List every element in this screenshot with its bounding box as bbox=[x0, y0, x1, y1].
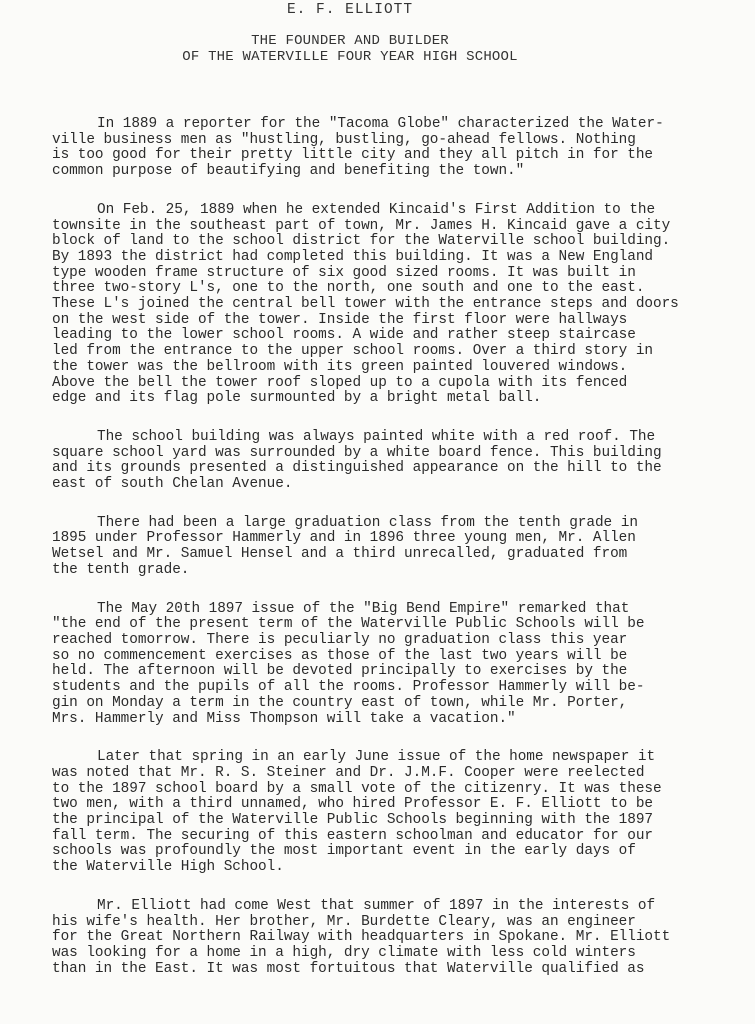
document-title-line-1: THE FOUNDER AND BUILDER bbox=[251, 33, 449, 49]
paragraph-line: the tenth grade. bbox=[52, 561, 190, 578]
paragraph-line: By 1893 the district had completed this building. It was a New England bbox=[52, 248, 654, 265]
paragraph-line: Mrs. Hammerly and Miss Thompson will take a vacation." bbox=[52, 710, 516, 727]
paragraph-line: is too good for their pretty little city and they all pitch in for the bbox=[52, 147, 654, 164]
paragraph-line: on the west side of the tower. Inside the first floor were hallways bbox=[52, 311, 628, 328]
document-body bbox=[52, 117, 707, 1000]
paragraph-line: The school building was always painted white with a red roof. The bbox=[97, 428, 656, 445]
paragraph-line: common purpose of beautifying and benefiting the town." bbox=[52, 163, 525, 180]
paragraph-line: led from the entrance to the upper school rooms. Over a third story in bbox=[52, 343, 654, 360]
paragraph-line: ville business men as "hustling, bustling, go-ahead fellows. Nothing bbox=[52, 131, 636, 148]
paragraph-line: These L's joined the central bell tower with the entrance steps and doors bbox=[52, 296, 679, 313]
paragraph-line: 1895 under Professor Hammerly and in 1896 three young men, Mr. Allen bbox=[52, 530, 636, 547]
paragraph-line: for the Great Northern Railway with headquarters in Spokane. Mr. Elliott bbox=[52, 929, 671, 946]
paragraph-line: leading to the lower school rooms. A wide and rather steep staircase bbox=[52, 327, 636, 344]
paragraph-line: than in the East. It was most fortuitous that Waterville qualified as bbox=[52, 960, 645, 977]
paragraph bbox=[52, 516, 707, 579]
paragraph-line: and its grounds presented a distinguished appearance on the hill to the bbox=[52, 460, 662, 477]
paragraph-line: the principal of the Waterville Public Schools beginning with the 1897 bbox=[52, 812, 654, 829]
author-name-heading: E. F. ELLIOTT bbox=[286, 2, 414, 18]
paragraph-line: type wooden frame structure of six good sized rooms. It was built in bbox=[52, 264, 636, 281]
paragraph-line: edge and its flag pole surmounted by a bright metal ball. bbox=[52, 390, 542, 407]
paragraph-line: block of land to the school district for the Waterville school building. bbox=[52, 233, 671, 250]
paragraph bbox=[52, 117, 707, 180]
paragraph-line: Later that spring in an early June issue of the home newspaper it bbox=[97, 749, 656, 766]
paragraph-line: gin on Monday a term in the country east of town, while Mr. Porter, bbox=[52, 694, 628, 711]
paragraph-line: east of south Chelan Avenue. bbox=[52, 476, 293, 493]
paragraph-line: reached tomorrow. There is peculiarly no graduation class this year bbox=[52, 631, 628, 648]
paragraph-line: students and the pupils of all the rooms. Professor Hammerly will be- bbox=[52, 679, 645, 696]
paragraph-line: There had been a large graduation class from the tenth grade in bbox=[97, 514, 638, 531]
paragraph-line: so no commencement exercises as those of the last two years will be bbox=[52, 647, 628, 664]
paragraph-line: held. The afternoon will be devoted principally to exercises by the bbox=[52, 663, 628, 680]
paragraph-line: On Feb. 25, 1889 when he extended Kincaid's First Addition to the bbox=[97, 201, 656, 218]
paragraph-line: Above the bell the tower roof sloped up to a cupola with its fenced bbox=[52, 374, 628, 391]
paragraph-line: three two-story L's, one to the north, one south and one to the east. bbox=[52, 280, 645, 297]
paragraph bbox=[52, 430, 707, 493]
paragraph bbox=[52, 899, 707, 978]
paragraph-line: square school yard was surrounded by a white board fence. This building bbox=[52, 444, 662, 461]
paragraph-line: was looking for a home in a high, dry climate with less cold winters bbox=[52, 944, 636, 961]
paragraph-line: In 1889 a reporter for the "Tacoma Globe" characterized the Water- bbox=[97, 116, 664, 132]
document-title-line-2: OF THE WATERVILLE FOUR YEAR HIGH SCHOOL bbox=[182, 49, 518, 65]
paragraph-line: his wife's health. Her brother, Mr. Burdette Cleary, was an engineer bbox=[52, 913, 636, 930]
paragraph-line: The May 20th 1897 issue of the "Big Bend Empire" remarked that bbox=[97, 600, 630, 617]
paragraph bbox=[52, 203, 707, 407]
paragraph-line: Mr. Elliott had come West that summer of 1897 in the interests of bbox=[97, 897, 656, 914]
paragraph-line: to the 1897 school board by a small vote of the citizenry. It was these bbox=[52, 780, 662, 797]
paragraph-line: "the end of the present term of the Waterville Public Schools will be bbox=[52, 616, 645, 633]
paragraph-line: schools was profoundly the most important event in the early days of bbox=[52, 843, 636, 860]
paragraph-line: fall term. The securing of this eastern schoolman and educator for our bbox=[52, 827, 654, 844]
paragraph bbox=[52, 602, 707, 728]
paragraph-line: two men, with a third unnamed, who hired Professor E. F. Elliott to be bbox=[52, 796, 654, 813]
paragraph bbox=[52, 750, 707, 876]
paragraph-line: Wetsel and Mr. Samuel Hensel and a third unrecalled, graduated from bbox=[52, 546, 628, 563]
paragraph-line: the Waterville High School. bbox=[52, 859, 284, 876]
paragraph-line: was noted that Mr. R. S. Steiner and Dr. J.M.F. Cooper were reelected bbox=[52, 764, 645, 781]
paragraph-line: townsite in the southeast part of town, Mr. James H. Kincaid gave a city bbox=[52, 217, 671, 234]
paragraph-line: the tower was the bellroom with its green painted louvered windows. bbox=[52, 358, 628, 375]
